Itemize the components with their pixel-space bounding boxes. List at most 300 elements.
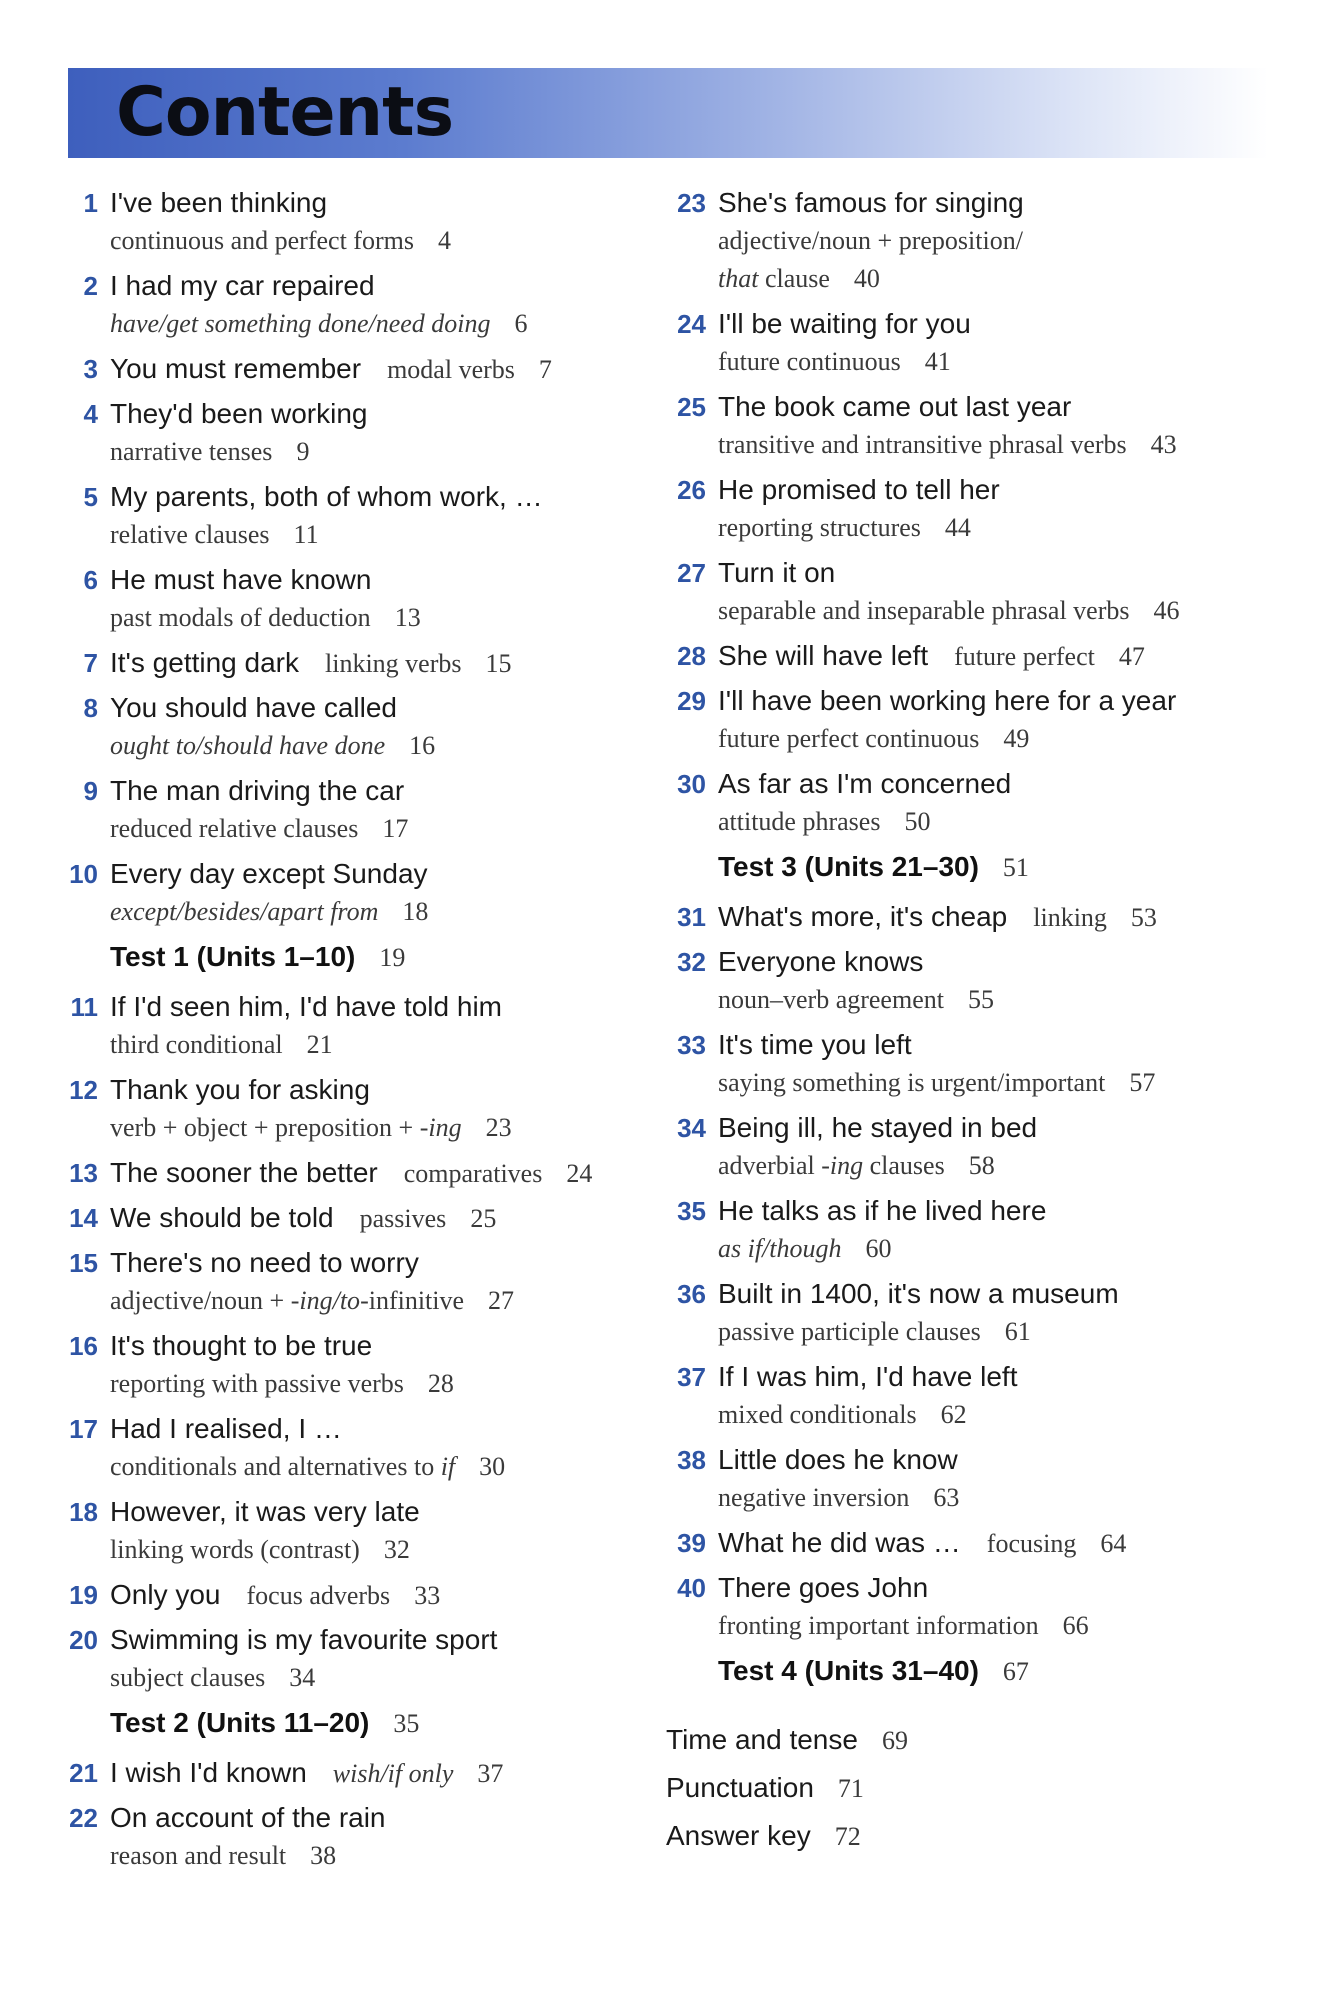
topic-text: focus adverbs	[246, 1581, 391, 1610]
topic-text: if	[440, 1452, 456, 1481]
unit-number: 11	[70, 992, 98, 1022]
unit-title: Everyone knows	[718, 946, 924, 977]
page-number: 72	[834, 1822, 861, 1851]
unit-entry[interactable]	[50, 1199, 650, 1237]
test-label: Test 4 (Units 31–40)	[718, 1655, 979, 1686]
topic-text: clause	[758, 264, 830, 293]
test-entry[interactable]	[50, 1704, 650, 1747]
unit-grammar-topic	[110, 1452, 455, 1481]
unit-entry[interactable]	[652, 1275, 1272, 1351]
appendix-label: Answer key	[666, 1820, 811, 1851]
topic-text: noun–verb agreement	[718, 985, 944, 1014]
unit-title: The man driving the car	[110, 775, 405, 806]
unit-grammar-topic	[110, 1030, 283, 1059]
unit-body	[98, 184, 650, 260]
unit-title: Every day except Sunday	[110, 858, 428, 889]
unit-grammar-topic	[404, 1159, 543, 1188]
unit-grammar-topic	[325, 649, 462, 678]
unit-title: I had my car repaired	[110, 270, 375, 301]
unit-entry[interactable]	[652, 184, 1272, 298]
unit-title: If I'd seen him, I'd have told him	[110, 991, 502, 1022]
topic-text: ought to/should have done	[110, 731, 386, 760]
unit-title: There's no need to worry	[110, 1247, 419, 1278]
unit-title: My parents, both of whom work, …	[110, 481, 543, 512]
unit-grammar-topic	[718, 430, 1127, 459]
unit-grammar-topic	[110, 520, 270, 549]
unit-grammar-topic	[387, 355, 515, 384]
unit-number: 14	[69, 1203, 98, 1233]
unit-number: 4	[83, 399, 98, 429]
unit-grammar-topic	[110, 897, 378, 926]
unit-entry[interactable]	[50, 350, 650, 388]
page-number: 17	[382, 814, 409, 843]
topic-text: narrative tenses	[110, 437, 273, 466]
unit-grammar-topic	[718, 347, 901, 376]
topic-text: future perfect continuous	[718, 724, 980, 753]
unit-title: However, it was very late	[110, 1496, 420, 1527]
unit-grammar-topic	[333, 1759, 454, 1788]
page-number: 18	[402, 897, 429, 926]
page-number: 57	[1129, 1068, 1156, 1097]
unit-number: 5	[83, 482, 98, 512]
topic-text: -ing/to	[290, 1286, 361, 1315]
unit-number: 34	[677, 1113, 706, 1143]
topic-text: -infinitive	[360, 1286, 465, 1315]
unit-title: She will have left	[718, 640, 929, 671]
unit-entry[interactable]	[50, 1576, 650, 1614]
topic-text: adverbial	[718, 1151, 822, 1180]
test-label: Test 2 (Units 11–20)	[110, 1707, 370, 1738]
unit-body	[98, 1493, 650, 1569]
unit-body	[98, 478, 650, 554]
unit-title: Built in 1400, it's now a museum	[718, 1278, 1119, 1309]
unit-body	[98, 689, 650, 765]
topic-text: comparatives	[403, 1159, 543, 1188]
unit-grammar-topic	[718, 1400, 917, 1429]
topic-text: third conditional	[110, 1030, 283, 1059]
unit-entry[interactable]	[50, 1327, 650, 1403]
unit-title: Turn it on	[718, 557, 836, 588]
page-number: 33	[414, 1581, 441, 1610]
unit-body	[98, 1799, 650, 1875]
topic-text: future continuous	[718, 347, 901, 376]
unit-body	[706, 682, 1272, 758]
unit-number: 3	[83, 354, 98, 384]
unit-title: There goes John	[718, 1572, 929, 1603]
unit-entry[interactable]	[50, 1154, 650, 1192]
unit-title: Had I realised, I …	[110, 1413, 342, 1444]
page-number: 34	[289, 1663, 316, 1692]
page-number: 15	[485, 649, 512, 678]
unit-title: Little does he know	[718, 1444, 958, 1475]
unit-body	[706, 471, 1272, 547]
page-number: 32	[383, 1535, 410, 1564]
unit-grammar-topic	[718, 1611, 1039, 1640]
contents-column-right	[652, 184, 1272, 1865]
unit-grammar-topic	[110, 1663, 265, 1692]
topic-text: saying something is urgent/important	[718, 1068, 1106, 1097]
unit-entry[interactable]	[50, 855, 650, 931]
unit-entry[interactable]	[652, 554, 1272, 630]
unit-entry[interactable]	[50, 1410, 650, 1486]
appendix-label: Time and tense	[666, 1724, 858, 1755]
topic-text: wish/if only	[332, 1759, 454, 1788]
unit-body	[706, 554, 1272, 630]
unit-grammar-topic	[718, 1317, 981, 1346]
unit-grammar-topic	[110, 309, 491, 338]
topic-text: negative inversion	[718, 1483, 910, 1512]
topic-text: -ing	[419, 1113, 462, 1142]
unit-title: Thank you for asking	[110, 1074, 370, 1105]
unit-number: 33	[677, 1030, 706, 1060]
unit-body	[98, 1199, 650, 1237]
page-number: 50	[904, 807, 931, 836]
unit-title: You must remember	[110, 353, 362, 384]
unit-number: 2	[83, 271, 98, 301]
unit-grammar-topic	[954, 642, 1095, 671]
page-number: 55	[967, 985, 994, 1014]
unit-grammar-topic	[718, 807, 880, 836]
unit-body	[98, 350, 650, 388]
unit-body	[706, 1026, 1272, 1102]
page-number: 38	[310, 1841, 337, 1870]
unit-number: 28	[677, 641, 706, 671]
unit-grammar-topic	[987, 1529, 1077, 1558]
unit-title: He must have known	[110, 564, 372, 595]
unit-body	[98, 267, 650, 343]
page-number: 11	[293, 520, 319, 549]
page-number: 61	[1004, 1317, 1031, 1346]
page-number: 66	[1062, 1611, 1089, 1640]
unit-number: 16	[69, 1331, 98, 1361]
page-number: 49	[1003, 724, 1030, 753]
test-entry[interactable]	[652, 848, 1272, 891]
topic-text: mixed conditionals	[718, 1400, 917, 1429]
topic-text: modal verbs	[387, 355, 515, 384]
unit-entry[interactable]	[50, 772, 650, 848]
unit-entry[interactable]	[50, 1071, 650, 1147]
unit-grammar-topic	[718, 1068, 1105, 1097]
unit-grammar-topic	[718, 1151, 945, 1180]
page-number: 37	[477, 1759, 504, 1788]
unit-body	[706, 388, 1272, 464]
unit-title: He promised to tell her	[718, 474, 1000, 505]
unit-body	[98, 1071, 650, 1147]
page-number: 43	[1150, 430, 1177, 459]
unit-number: 26	[677, 475, 706, 505]
topic-text: adjective/noun + preposition/	[718, 226, 1023, 255]
topic-text: reduced relative clauses	[110, 814, 359, 843]
unit-entry[interactable]	[652, 1358, 1272, 1434]
unit-number: 20	[69, 1625, 98, 1655]
unit-body	[98, 395, 650, 471]
page-number: 51	[1002, 853, 1029, 882]
topic-text: fronting important information	[718, 1611, 1039, 1640]
unit-number: 30	[677, 769, 706, 799]
page-number: 28	[427, 1369, 454, 1398]
unit-entry[interactable]	[652, 1569, 1272, 1645]
unit-body	[98, 1576, 650, 1614]
unit-grammar-topic	[110, 1286, 464, 1315]
page-number: 47	[1118, 642, 1145, 671]
topic-text: transitive and intransitive phrasal verbs	[718, 430, 1127, 459]
topic-text: relative clauses	[110, 520, 270, 549]
unit-body	[706, 943, 1272, 1019]
unit-grammar-topic	[110, 731, 385, 760]
unit-title: It's time you left	[718, 1029, 912, 1060]
unit-number: 12	[69, 1075, 98, 1105]
unit-body	[98, 1754, 650, 1792]
unit-title: She's famous for singing	[718, 187, 1024, 218]
unit-title: Swimming is my favourite sport	[110, 1624, 498, 1655]
unit-body	[98, 561, 650, 637]
unit-body	[706, 1192, 1272, 1268]
page-number: 63	[933, 1483, 960, 1512]
topic-text: attitude phrases	[718, 807, 881, 836]
page-number: 69	[881, 1726, 908, 1755]
unit-grammar-topic	[110, 603, 371, 632]
test-entry[interactable]	[50, 938, 650, 981]
topic-text: passive participle clauses	[718, 1317, 981, 1346]
unit-entry[interactable]	[50, 184, 650, 260]
page-number: 7	[538, 355, 552, 384]
unit-title: I'll have been working here for a year	[718, 685, 1177, 716]
unit-number: 6	[83, 565, 98, 595]
unit-title: It's thought to be true	[110, 1330, 373, 1361]
page-number: 27	[488, 1286, 515, 1315]
unit-entry[interactable]	[50, 1493, 650, 1569]
topic-text: as if/though	[718, 1234, 842, 1263]
topic-text: linking	[1033, 903, 1107, 932]
page-number: 16	[409, 731, 436, 760]
unit-number: 9	[83, 776, 98, 806]
unit-number: 8	[83, 693, 98, 723]
topic-text: -ing	[821, 1151, 864, 1180]
unit-entry[interactable]	[50, 1754, 650, 1792]
unit-grammar-topic	[110, 1841, 286, 1870]
unit-entry[interactable]	[652, 1192, 1272, 1268]
unit-title: What's more, it's cheap	[718, 901, 1008, 932]
page-number: 40	[853, 264, 880, 293]
unit-entry[interactable]	[652, 765, 1272, 841]
unit-grammar-topic	[718, 724, 979, 753]
unit-body	[98, 644, 650, 682]
unit-entry[interactable]	[50, 988, 650, 1064]
topic-text: passives	[359, 1204, 447, 1233]
contents-header-banner	[68, 68, 1268, 158]
topic-text: adjective/noun +	[110, 1286, 291, 1315]
page-number: 64	[1100, 1529, 1127, 1558]
appendix-entry[interactable]	[666, 1817, 1272, 1856]
page-number: 4	[437, 226, 451, 255]
topic-text: future perfect	[954, 642, 1095, 671]
unit-entry[interactable]	[652, 1026, 1272, 1102]
topic-text: continuous and perfect forms	[110, 226, 414, 255]
unit-grammar-topic	[110, 437, 272, 466]
unit-title: I wish I'd known	[110, 1757, 307, 1788]
unit-body	[706, 184, 1272, 298]
topic-text: reporting structures	[718, 513, 921, 542]
unit-entry[interactable]	[652, 305, 1272, 381]
unit-number: 7	[83, 648, 98, 678]
unit-title: He talks as if he lived here	[718, 1195, 1047, 1226]
test-entry[interactable]	[652, 1652, 1272, 1695]
unit-number: 36	[677, 1279, 706, 1309]
unit-grammar-topic	[718, 1483, 909, 1512]
unit-title: If I was him, I'd have left	[718, 1361, 1018, 1392]
unit-body	[706, 898, 1272, 936]
unit-body	[706, 305, 1272, 381]
unit-title: I've been thinking	[110, 187, 328, 218]
page-number: 9	[296, 437, 310, 466]
unit-body	[706, 1441, 1272, 1517]
page-number: 53	[1130, 903, 1157, 932]
unit-number: 17	[69, 1414, 98, 1444]
topic-text: past modals of deduction	[110, 603, 371, 632]
unit-title: I'll be waiting for you	[718, 308, 971, 339]
topic-text: have/get something done/need doing	[110, 309, 491, 338]
page-title: Contents	[116, 73, 454, 152]
topic-text: except/besides/apart from	[110, 897, 379, 926]
topic-text: linking verbs	[325, 649, 462, 678]
page-number: 13	[394, 603, 421, 632]
unit-title: The book came out last year	[718, 391, 1072, 422]
appendix-list	[652, 1721, 1272, 1856]
unit-body	[706, 1358, 1272, 1434]
page-number: 25	[470, 1204, 497, 1233]
page-number: 67	[1002, 1657, 1029, 1686]
page-number: 23	[485, 1113, 512, 1142]
unit-grammar-topic	[718, 513, 921, 542]
unit-entry[interactable]	[652, 1441, 1272, 1517]
unit-entry[interactable]	[50, 1799, 650, 1875]
unit-number: 19	[69, 1580, 98, 1610]
unit-body	[98, 988, 650, 1064]
unit-number: 24	[677, 309, 706, 339]
unit-number: 22	[69, 1803, 98, 1833]
unit-number: 40	[677, 1573, 706, 1603]
unit-number: 39	[677, 1528, 706, 1558]
unit-grammar-topic	[110, 1369, 404, 1398]
unit-number: 23	[677, 188, 706, 218]
page-number: 19	[379, 943, 406, 972]
unit-entry[interactable]	[652, 388, 1272, 464]
page-number: 46	[1153, 596, 1180, 625]
unit-number: 10	[69, 859, 98, 889]
appendix-label: Punctuation	[666, 1772, 814, 1803]
unit-body	[706, 1109, 1272, 1185]
unit-title: What he did was …	[718, 1527, 961, 1558]
unit-entry[interactable]	[652, 682, 1272, 758]
unit-number: 13	[69, 1158, 98, 1188]
unit-number: 21	[69, 1758, 98, 1788]
topic-text: that	[718, 264, 759, 293]
unit-entry[interactable]	[50, 1621, 650, 1697]
appendix-entry[interactable]	[666, 1721, 1272, 1760]
unit-grammar-topic	[718, 985, 944, 1014]
unit-entry[interactable]	[652, 1109, 1272, 1185]
page-number: 44	[944, 513, 971, 542]
test-label: Test 1 (Units 1–10)	[110, 941, 356, 972]
unit-entry[interactable]	[50, 689, 650, 765]
page-number: 62	[940, 1400, 967, 1429]
unit-entry[interactable]	[50, 1244, 650, 1320]
unit-grammar-topic	[110, 1535, 360, 1564]
page-number: 6	[514, 309, 528, 338]
topic-text: focusing	[986, 1529, 1077, 1558]
unit-title: Being ill, he stayed in bed	[718, 1112, 1038, 1143]
unit-body	[706, 1569, 1272, 1645]
unit-number: 37	[677, 1362, 706, 1392]
unit-body	[98, 1621, 650, 1697]
unit-number: 38	[677, 1445, 706, 1475]
unit-body	[706, 637, 1272, 675]
unit-grammar-topic	[247, 1581, 391, 1610]
unit-title: The sooner the better	[110, 1157, 378, 1188]
test-label: Test 3 (Units 21–30)	[718, 851, 979, 882]
unit-entry[interactable]	[652, 1524, 1272, 1562]
topic-text: reporting with passive verbs	[110, 1369, 404, 1398]
unit-body	[706, 1275, 1272, 1351]
unit-number: 32	[677, 947, 706, 977]
topic-text: reason and result	[110, 1841, 287, 1870]
unit-title: You should have called	[110, 692, 397, 723]
unit-entry[interactable]	[652, 898, 1272, 936]
unit-grammar-topic	[110, 1113, 462, 1142]
unit-grammar-topic	[718, 1234, 842, 1263]
unit-body	[98, 772, 650, 848]
unit-entry[interactable]	[652, 943, 1272, 1019]
unit-number: 31	[677, 902, 706, 932]
unit-entry[interactable]	[50, 395, 650, 471]
page-number: 71	[837, 1774, 864, 1803]
unit-entry[interactable]	[652, 637, 1272, 675]
page-number: 30	[479, 1452, 506, 1481]
unit-grammar-topic	[110, 226, 414, 255]
unit-body	[706, 765, 1272, 841]
unit-entry[interactable]	[652, 471, 1272, 547]
page-number: 41	[924, 347, 951, 376]
unit-body	[98, 1327, 650, 1403]
unit-title: We should be told	[110, 1202, 334, 1233]
topic-text: subject clauses	[110, 1663, 266, 1692]
unit-body	[706, 1524, 1272, 1562]
page-number: 35	[393, 1709, 420, 1738]
unit-entry[interactable]	[50, 267, 650, 343]
unit-grammar-topic	[360, 1204, 447, 1233]
page-number: 24	[566, 1159, 593, 1188]
unit-grammar-topic	[1033, 903, 1107, 932]
page-number: 58	[968, 1151, 995, 1180]
unit-body	[98, 1244, 650, 1320]
unit-number: 29	[677, 686, 706, 716]
unit-body	[98, 855, 650, 931]
page-number: 21	[306, 1030, 333, 1059]
unit-body	[98, 1154, 650, 1192]
unit-entry[interactable]	[50, 561, 650, 637]
unit-grammar-topic	[110, 814, 358, 843]
unit-grammar-topic	[718, 596, 1129, 625]
unit-number: 15	[69, 1248, 98, 1278]
unit-entry[interactable]	[50, 478, 650, 554]
unit-title: Only you	[110, 1579, 221, 1610]
unit-number: 18	[69, 1497, 98, 1527]
unit-body	[98, 1410, 650, 1486]
unit-number: 1	[83, 188, 98, 218]
unit-entry[interactable]	[50, 644, 650, 682]
unit-title: On account of the rain	[110, 1802, 386, 1833]
appendix-entry[interactable]	[666, 1769, 1272, 1808]
